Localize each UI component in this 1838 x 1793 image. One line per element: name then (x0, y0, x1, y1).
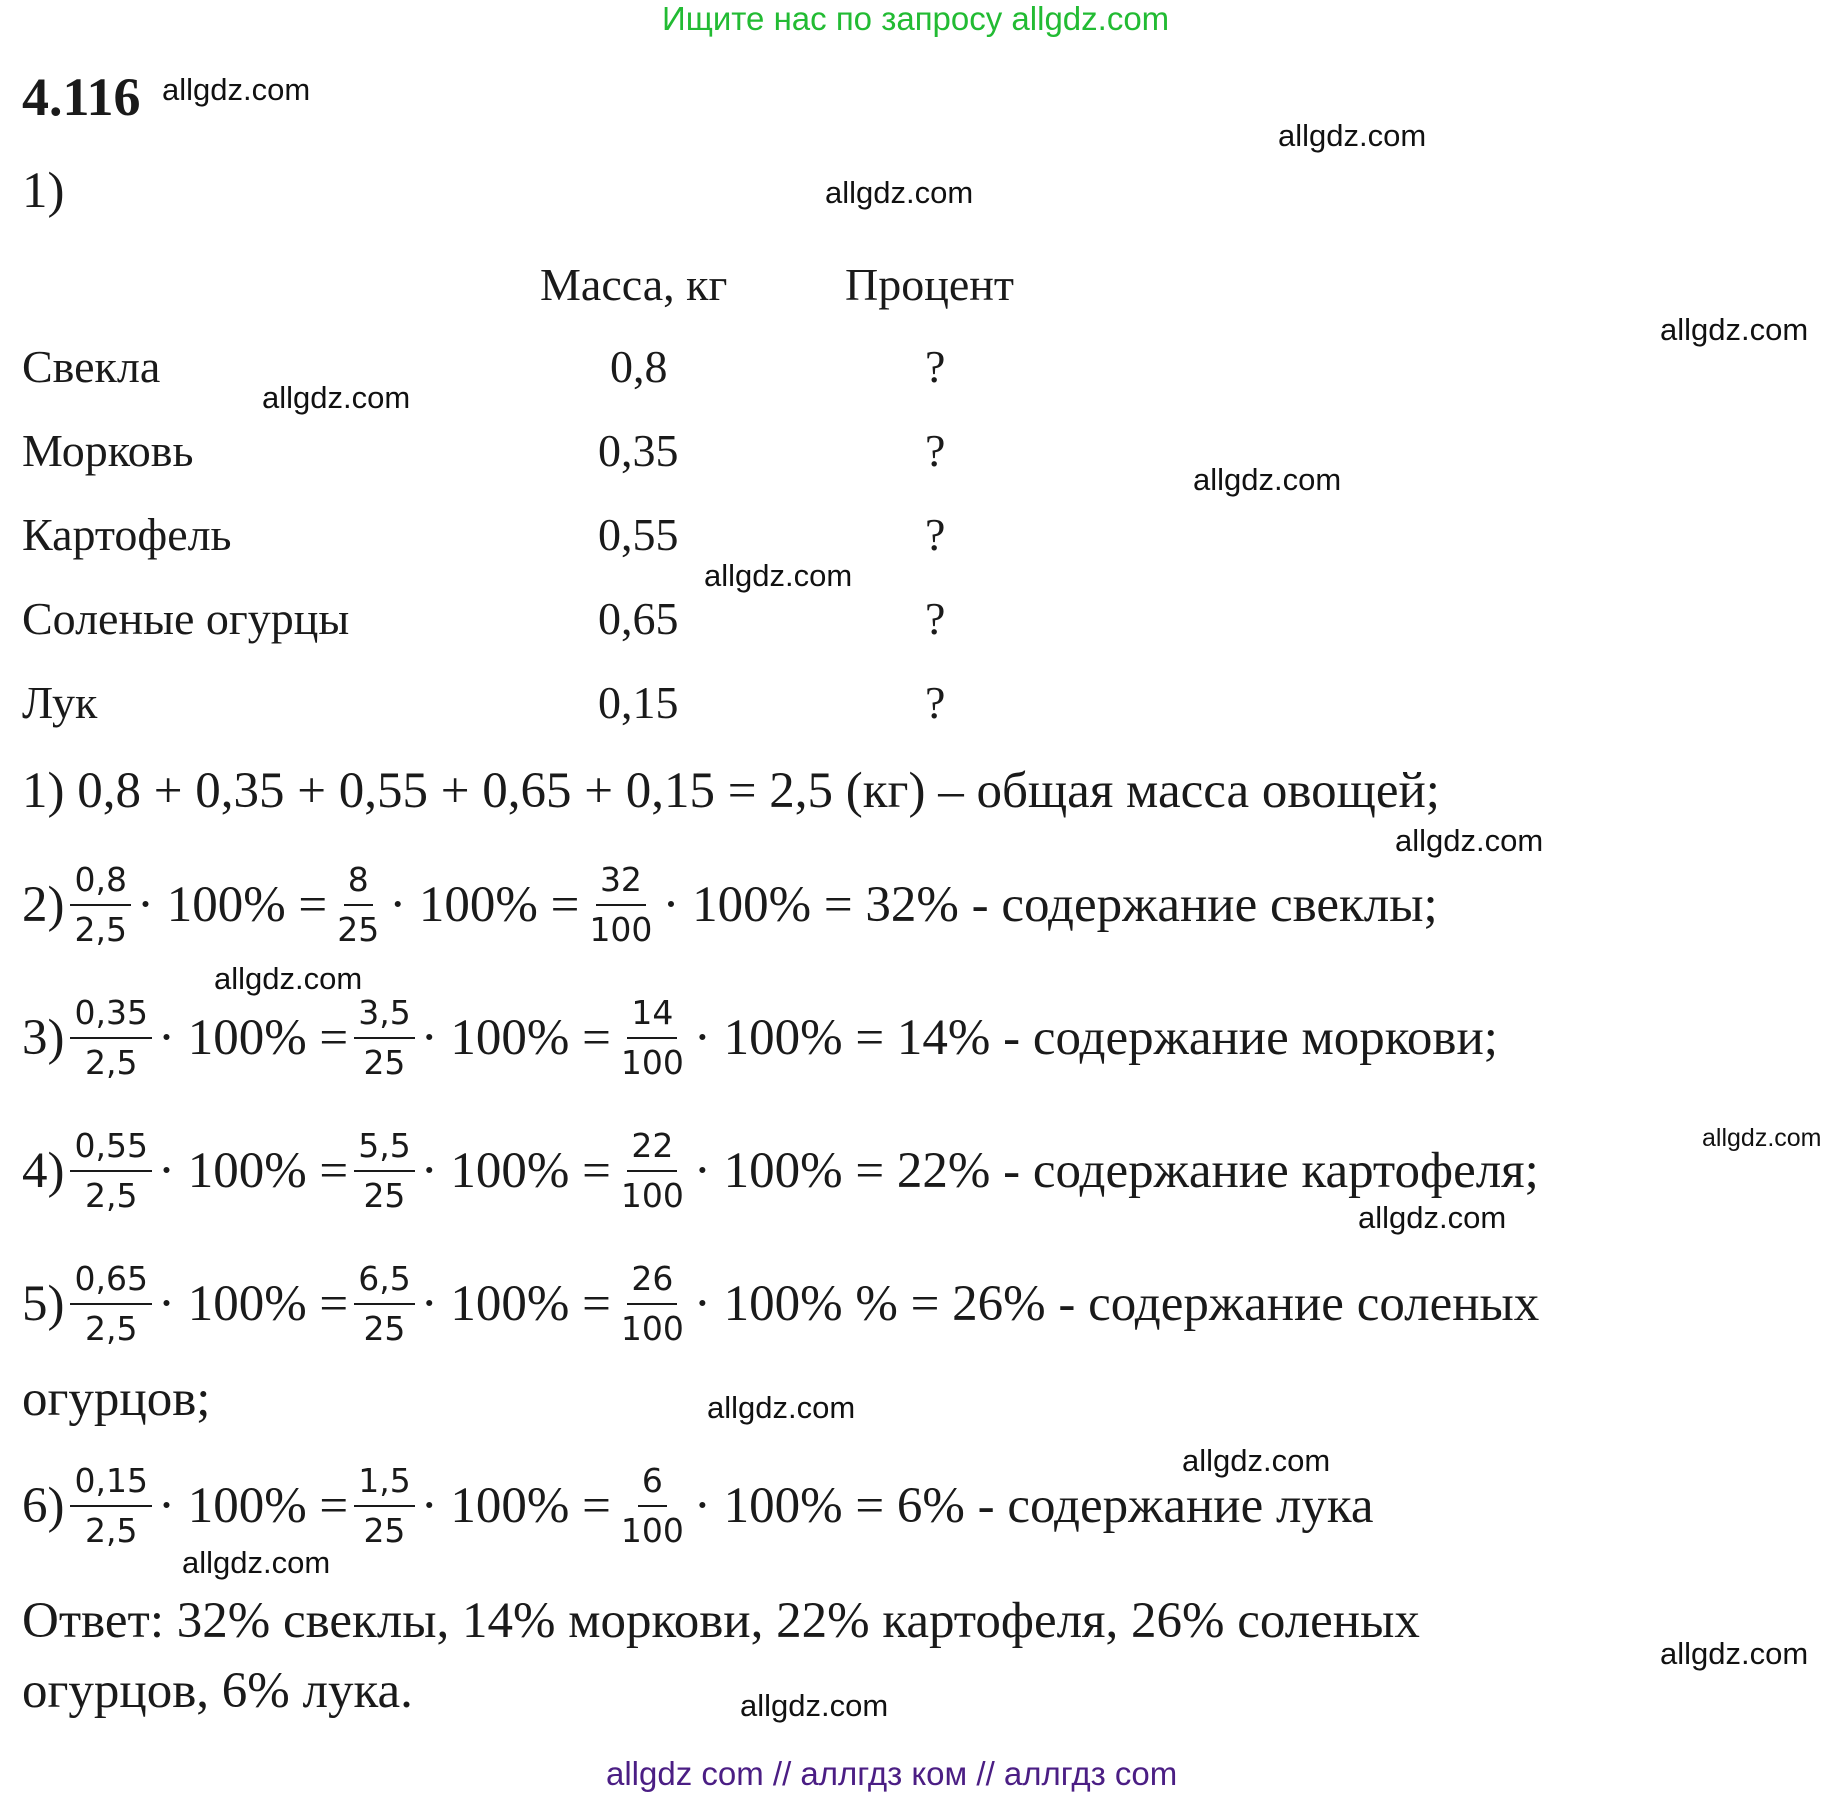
fraction (354, 1463, 414, 1549)
watermark: allgdz.com (1193, 462, 1342, 497)
task-number: 4.116 (22, 67, 141, 127)
step-label: 5) (22, 1276, 65, 1332)
multiply-text: · 100% = (157, 1010, 349, 1066)
fraction-denominator: 2,5 (84, 1043, 138, 1082)
top-banner: Ищите нас по запросу allgdz.com (662, 0, 1170, 37)
fraction (70, 1463, 151, 1549)
step-label: 2) (22, 877, 65, 933)
fraction-denominator: 100 (589, 910, 653, 949)
watermark: allgdz.com (825, 175, 974, 210)
fraction-numerator: 0,65 (70, 1261, 151, 1305)
step-label: 3) (22, 1010, 65, 1066)
multiply-text: · 100% = (136, 877, 328, 933)
step-label: 6) (22, 1478, 65, 1534)
fraction (70, 995, 151, 1081)
watermark: allgdz.com (707, 1390, 856, 1425)
watermark: allgdz.com (1660, 1636, 1809, 1671)
fraction (333, 862, 383, 948)
fraction-denominator: 25 (363, 1511, 406, 1550)
fraction (354, 1261, 414, 1347)
step-result: · 100% = 32% - содержание свеклы; (662, 877, 1438, 933)
fraction-numerator: 0,15 (70, 1463, 151, 1507)
fraction (617, 1261, 688, 1347)
fraction-numerator: 6,5 (354, 1261, 414, 1305)
fraction-denominator: 100 (620, 1511, 684, 1550)
fraction (617, 1128, 688, 1214)
row-mass: 0,65 (598, 593, 679, 644)
fraction-numerator: 14 (627, 995, 677, 1039)
fraction-denominator: 2,5 (84, 1176, 138, 1215)
fraction-numerator: 26 (627, 1261, 677, 1305)
fraction-denominator: 2,5 (74, 910, 127, 949)
step-4 (22, 1121, 1539, 1221)
watermark: allgdz.com (214, 961, 363, 996)
fraction-numerator: 0,8 (70, 862, 130, 906)
row-mass: 0,35 (598, 425, 679, 476)
step-result: · 100% = 14% - содержание моркови; (693, 1010, 1498, 1066)
fraction-numerator: 6 (638, 1463, 667, 1507)
row-percent: ? (925, 425, 946, 476)
watermark: allgdz.com (704, 558, 853, 593)
step-3 (22, 988, 1498, 1088)
watermark: allgdz.com (162, 72, 311, 107)
step-label: 4) (22, 1143, 65, 1199)
watermark: allgdz.com (1182, 1443, 1331, 1478)
fraction-numerator: 1,5 (354, 1463, 414, 1507)
fraction (70, 1128, 151, 1214)
fraction (617, 995, 688, 1081)
watermark: allgdz.com (1660, 312, 1809, 347)
bottom-banner: allgdz com // аллгдз ком // аллгдз com (606, 1755, 1178, 1792)
multiply-text: · 100% = (420, 1143, 611, 1199)
step-result: · 100% = 22% - содержание картофеля; (693, 1143, 1539, 1199)
multiply-text: · 100% = (389, 877, 580, 933)
step-6 (22, 1456, 1374, 1556)
row-mass: 0,8 (610, 341, 668, 392)
row-mass: 0,55 (598, 509, 679, 560)
watermark: allgdz.com (1278, 118, 1427, 153)
fraction-denominator: 25 (363, 1309, 406, 1348)
row-mass: 0,15 (598, 677, 679, 728)
row-percent: ? (925, 341, 946, 392)
multiply-text: · 100% = (157, 1276, 349, 1332)
fraction-numerator: 5,5 (354, 1128, 414, 1172)
fraction-denominator: 25 (363, 1043, 406, 1082)
row-name: Свекла (22, 341, 161, 392)
row-name: Лук (22, 677, 98, 728)
row-percent: ? (925, 593, 946, 644)
fraction-denominator: 100 (620, 1176, 684, 1215)
multiply-text: · 100% = (420, 1010, 611, 1066)
part-label: 1) (22, 163, 65, 219)
multiply-text: · 100% = (157, 1478, 349, 1534)
fraction-denominator: 25 (363, 1176, 406, 1215)
multiply-text: · 100% = (420, 1276, 611, 1332)
step-result: · 100% = 6% - содержание лука (693, 1478, 1374, 1534)
watermark: allgdz.com (262, 380, 411, 415)
fraction-numerator: 0,35 (70, 995, 151, 1039)
fraction (354, 995, 414, 1081)
row-name: Картофель (22, 509, 232, 560)
fraction (585, 862, 656, 948)
fraction-denominator: 100 (620, 1043, 684, 1082)
watermark: allgdz.com (182, 1545, 331, 1580)
watermark: allgdz.com (1395, 823, 1544, 858)
fraction (617, 1463, 688, 1549)
fraction-numerator: 22 (627, 1128, 677, 1172)
answer-line-2: огурцов, 6% лука. (22, 1663, 413, 1719)
watermark: allgdz.com (1358, 1200, 1507, 1235)
fraction-numerator: 32 (596, 862, 646, 906)
step-5-continuation: огурцов; (22, 1371, 211, 1427)
fraction (70, 862, 130, 948)
row-name: Морковь (22, 425, 194, 476)
multiply-text: · 100% = (157, 1143, 349, 1199)
header-mass: Масса, кг (540, 259, 728, 310)
header-percent: Процент (845, 259, 1014, 310)
fraction (354, 1128, 414, 1214)
step-5 (22, 1254, 1539, 1354)
row-percent: ? (925, 677, 946, 728)
answer-line-1: Ответ: 32% свеклы, 14% моркови, 22% картофеля, 26% соленых (22, 1593, 1420, 1649)
step-result: · 100% % = 26% - содержание соленых (693, 1276, 1540, 1332)
fraction-numerator: 8 (344, 862, 373, 906)
fraction (70, 1261, 151, 1347)
fraction-denominator: 25 (337, 910, 380, 949)
fraction-denominator: 2,5 (84, 1309, 138, 1348)
step-2 (22, 855, 1438, 955)
fraction-denominator: 100 (620, 1309, 684, 1348)
row-name: Соленые огурцы (22, 593, 350, 644)
fraction-denominator: 2,5 (84, 1511, 138, 1550)
multiply-text: · 100% = (420, 1478, 611, 1534)
row-percent: ? (925, 509, 946, 560)
fraction-numerator: 3,5 (354, 995, 414, 1039)
watermark: allgdz.com (740, 1688, 889, 1723)
fraction-numerator: 0,55 (70, 1128, 151, 1172)
watermark: allgdz.com (1702, 1124, 1822, 1152)
step-1: 1) 0,8 + 0,35 + 0,55 + 0,65 + 0,15 = 2,5 (кг) – общая масса овощей; (22, 763, 1440, 819)
